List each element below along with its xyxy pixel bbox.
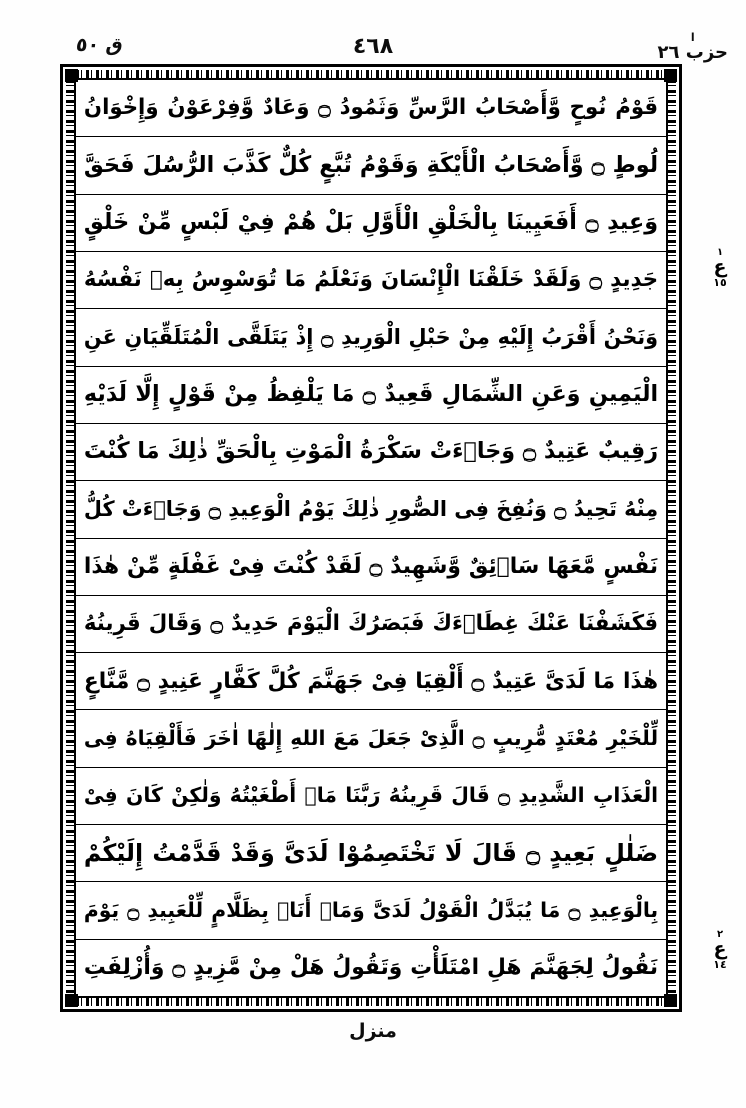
hizb-marker-top: ا [690, 31, 695, 44]
ayah-line-text: نَفْسٍ مَّعَهَا سَاۤئِقٌ وَّشَهِيدٌ ۝ لَقَدْ كُنْتَ فِىْ غَفْلَةٍ مِّنْ هٰذَا [83, 554, 659, 580]
ayah-line-text: هٰذَا مَا لَدَىَّ عَتِيدٌ ۝ أَلْقِيَا فِىْ جَهَنَّمَ كُلَّ كَفَّارٍ عَنِيدٍ ۝ مَّنَّاعٍ [83, 668, 659, 694]
ayah-line [76, 653, 666, 710]
ayah-line-text: وَعِيدِ ۝ أَفَعَيِينَا بِالْخَلْقِ الْأَوَّلِ بَلْ هُمْ فِيْ لَبْسٍ مِّنْ خَلْقٍ [83, 208, 659, 235]
ruku-marker [700, 930, 740, 970]
ayah-line [76, 539, 666, 596]
ruku-marker [700, 248, 740, 288]
ayah-line-text: فَكَشَفْنَا عَنْكَ غِطَاۤءَكَ فَبَصَرُكَ الْيَوْمَ حَدِيدٌ ۝ وَقَالَ قَرِينُهُ [83, 610, 659, 636]
ayah-line [76, 940, 666, 996]
ornament-band-top [66, 70, 676, 78]
ayah-line [76, 481, 666, 538]
ayah-line [76, 80, 666, 137]
ayah-line [76, 424, 666, 481]
ayah-line-text: وَنَحْنُ أَقْرَبُ إِلَيْهِ مِنْ حَبْلِ الْوَرِيدِ ۝ إِذْ يَتَلَقَّى الْمُتَلَقِّيَانِ عَنِ [83, 325, 659, 350]
ayah-line-text: لِّلْخَيْرِ مُعْتَدٍ مُّرِيبٍ ۝ الَّذِىْ جَعَلَ مَعَ اللهِ إِلٰهًا اٰخَرَ فَأَلْقِيَاهُ فِى [83, 725, 659, 750]
ornament-band-right [668, 70, 676, 1006]
hizb-marker-label: حزب ٢٦ [657, 41, 728, 63]
ruku-marker-glyph: ع [713, 256, 727, 278]
text-frame-outer [60, 64, 682, 1012]
surah-marker: ق ٥٠ [74, 34, 125, 56]
ayah-line [76, 710, 666, 767]
ayah-line-text: الْيَمِينِ وَعَنِ الشِّمَالِ قَعِيدٌ ۝ مَا يَلْفِظُ مِنْ قَوْلٍ إِلَّا لَدَيْهِ [83, 380, 659, 407]
ayah-line-text: الْعَذَابِ الشَّدِيدِ ۝ قَالَ قَرِينُهُ رَبَّنَا مَاۤ أَطْغَيْتُهُ وَلٰكِنْ كَانَ فِىْ [83, 783, 659, 808]
ornament-band-left [66, 70, 74, 1006]
hizb-marker [657, 32, 728, 62]
page-header [0, 18, 746, 64]
ruku-marker-bottom: ١٤ [713, 958, 727, 971]
frame-corner-top-left [65, 69, 78, 82]
frame-corner-bottom-right [664, 994, 677, 1007]
frame-corner-top-right [664, 69, 677, 82]
ayah-line [76, 882, 666, 939]
ruku-marker-top: ٢ [716, 929, 724, 940]
ayah-line [76, 309, 666, 366]
ayah-line-text: جَدِيدٍ ۝ وَلَقَدْ خَلَقْنَا الْإِنْسَانَ وَنَعْلَمُ مَا تُوَسْوِسُ بِهٖ نَفْسُهُ [83, 266, 659, 292]
ayah-line [76, 825, 666, 882]
ayah-line-text: قَوْمُ نُوحٍ وَّأَصْحَابُ الرَّسِّ وَثَمُودُ ۝ وَعَادٌ وَّفِرْعَوْنُ وَإِخْوَانُ [83, 94, 659, 120]
ayah-line [76, 137, 666, 194]
ayah-line-text: ضَلٰلٍ بَعِيدٍ ۝ قَالَ لَا تَخْتَصِمُوْا لَدَىَّ وَقَدْ قَدَّمْتُ إِلَيْكُمْ [83, 838, 659, 867]
frame-corner-bottom-left [65, 994, 78, 1007]
ayah-line [76, 252, 666, 309]
ornament-band-bottom [66, 998, 676, 1006]
ayah-line [76, 367, 666, 424]
ayah-line [76, 768, 666, 825]
ayah-line-text: مِنْهُ تَحِيدُ ۝ وَنُفِخَ فِى الصُّورِ ذٰلِكَ يَوْمُ الْوَعِيدِ ۝ وَجَاۤءَتْ كُلُّ [83, 497, 659, 522]
ruku-marker-bottom: ١٥ [713, 276, 727, 289]
ruku-marker-glyph: ع [713, 938, 727, 960]
ayah-line [76, 195, 666, 252]
ayah-line-text: نَقُولُ لِجَهَنَّمَ هَلِ امْتَلَأْتِ وَتَقُولُ هَلْ مِنْ مَّزِيدٍ ۝ وَأُزْلِفَتِ [83, 955, 659, 981]
ayah-lines-container [76, 80, 666, 996]
page-number: ٤٦٨ [352, 34, 394, 59]
ruku-marker-top: ١ [716, 247, 724, 258]
ayah-line-text: رَقِيبٌ عَتِيدٌ ۝ وَجَاۤءَتْ سَكْرَةُ الْمَوْتِ بِالْحَقِّ ذٰلِكَ مَا كُنْتَ [83, 438, 659, 465]
ayah-line [76, 596, 666, 653]
ayah-line-text: بِالْوَعِيدِ ۝ مَا يُبَدَّلُ الْقَوْلُ لَدَىَّ وَمَاۤ أَنَا۠ بِظَلَّامٍ لِّلْعَبِيدِ ۝ يَوْمَ [83, 897, 659, 922]
manzil-marker: منزل [349, 1020, 397, 1042]
ayah-line-text: لُوطٍ ۝ وَّأَصْحَابُ الْأَيْكَةِ وَقَوْمُ تُبَّعٍ كُلٌّ كَذَّبَ الرُّسُلَ فَحَقَّ [83, 151, 659, 178]
text-frame-inner [74, 78, 668, 998]
